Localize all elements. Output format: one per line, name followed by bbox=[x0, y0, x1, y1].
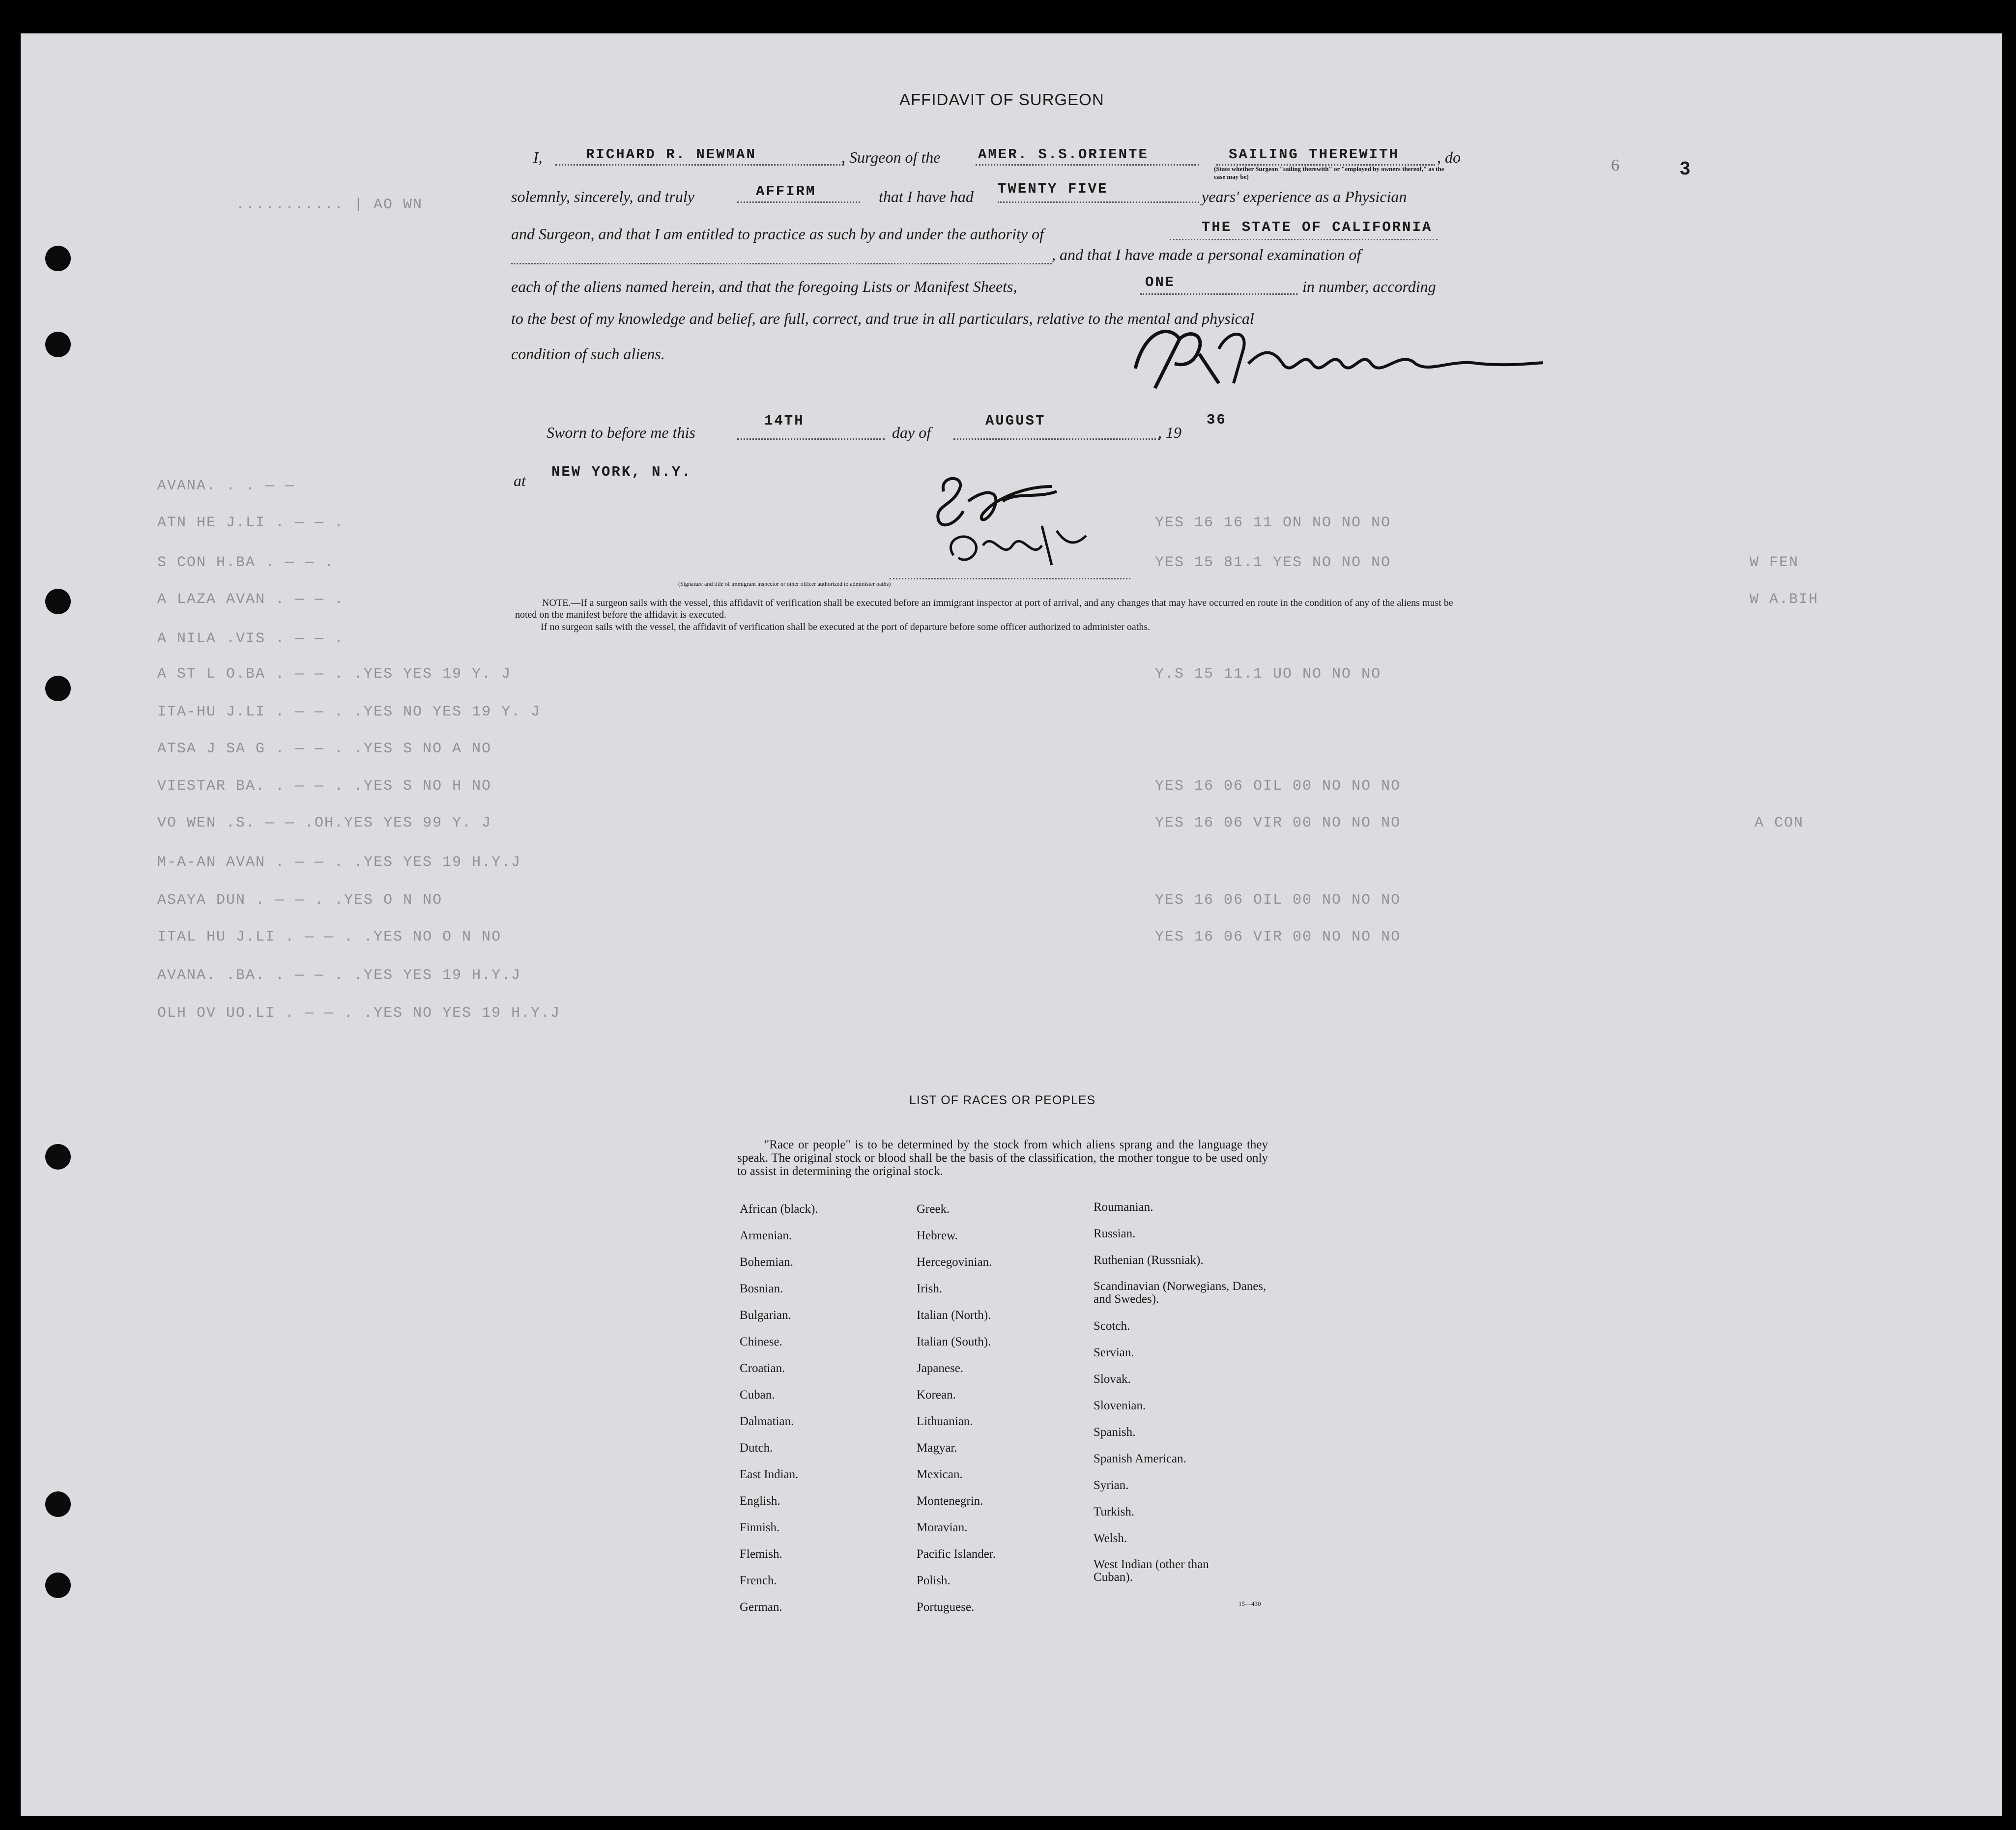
races-column-2 bbox=[917, 1202, 996, 1627]
sworn-year: 36 bbox=[1207, 412, 1227, 428]
race-item: Ruthenian (Russniak). bbox=[1094, 1254, 1204, 1267]
page-number: 3 bbox=[1680, 158, 1691, 179]
affidavit-text: in number, according bbox=[1302, 278, 1436, 295]
race-item: Hercegovinian. bbox=[917, 1256, 992, 1269]
races-title: LIST OF RACES OR PEOPLES bbox=[909, 1093, 1096, 1107]
authority: THE STATE OF CALIFORNIA bbox=[1202, 219, 1433, 235]
dotted-line bbox=[998, 201, 1199, 203]
race-item: Hebrew. bbox=[917, 1229, 958, 1242]
page-mark: 6 bbox=[1611, 156, 1619, 174]
surgeon-signature bbox=[1125, 319, 1548, 396]
affidavit-text: each of the aliens named herein, and that the foregoing Lists or Manifest Sheets, bbox=[511, 278, 1017, 295]
race-item: Montenegrin. bbox=[917, 1494, 983, 1508]
race-item: Italian (North). bbox=[917, 1309, 991, 1322]
dotted-line bbox=[1140, 293, 1297, 295]
race-item: Slovak. bbox=[1094, 1372, 1131, 1386]
affidavit-title: AFFIDAVIT OF SURGEON bbox=[899, 90, 1104, 109]
sworn-text: at bbox=[514, 472, 526, 489]
vessel-name: AMER. S.S.ORIENTE bbox=[978, 146, 1149, 163]
race-item: Polish. bbox=[917, 1574, 950, 1587]
punch-hole bbox=[45, 332, 71, 357]
dotted-line bbox=[953, 438, 1160, 440]
race-item: Syrian. bbox=[1094, 1479, 1129, 1492]
dotted-line bbox=[890, 578, 1130, 579]
affirm-verb: AFFIRM bbox=[756, 183, 816, 200]
race-item: Russian. bbox=[1094, 1227, 1136, 1240]
race-item: East Indian. bbox=[740, 1468, 799, 1481]
affidavit-text: solemnly, sincerely, and truly bbox=[511, 188, 694, 205]
race-item: Flemish. bbox=[740, 1547, 782, 1561]
race-item: Roumanian. bbox=[1094, 1201, 1153, 1214]
race-item: Dalmatian. bbox=[740, 1415, 794, 1428]
race-item: Welsh. bbox=[1094, 1532, 1127, 1545]
dotted-line bbox=[976, 164, 1199, 166]
affidavit-text: , Surgeon of the bbox=[841, 148, 941, 166]
race-item: Irish. bbox=[917, 1282, 943, 1295]
affidavit-text: I, bbox=[533, 148, 543, 166]
race-item: Scotch. bbox=[1094, 1319, 1130, 1333]
sworn-place: NEW YORK, N.Y. bbox=[551, 464, 692, 480]
sworn-month: AUGUST bbox=[985, 413, 1046, 429]
race-item: Lithuanian. bbox=[917, 1415, 973, 1428]
race-item: Moravian. bbox=[917, 1521, 968, 1534]
dotted-line bbox=[737, 201, 860, 203]
sworn-day: 14TH bbox=[764, 413, 805, 429]
affidavit-text: that I have had bbox=[879, 188, 974, 205]
race-item: Scandinavian (Norwegians, Danes, and Swedes). bbox=[1094, 1280, 1267, 1306]
dotted-line bbox=[737, 438, 885, 440]
years-experience: TWENTY FIVE bbox=[998, 181, 1108, 197]
race-item: Turkish. bbox=[1094, 1505, 1135, 1518]
race-item: Italian (South). bbox=[917, 1335, 991, 1348]
race-item: French. bbox=[740, 1574, 777, 1587]
affidavit-note: NOTE.—If a surgeon sails with the vessel, this affidavit of verification shall be executed before an immigrant inspector at port of arrival, and any changes that may have occurred en route in the condition of any of the aliens must be noted on the manifest before the affidavit is executed. bbox=[515, 598, 1453, 620]
race-item: English. bbox=[740, 1494, 780, 1508]
affidavit-note: If no surgeon sails with the vessel, the affidavit of verification shall be executed at the port of departure before some officer authorized to administer oaths. bbox=[541, 622, 1151, 632]
sworn-text: Sworn to before me this bbox=[547, 424, 695, 441]
punch-hole bbox=[45, 246, 71, 271]
form-number: 15—430 bbox=[1238, 1600, 1261, 1607]
race-item: Portuguese. bbox=[917, 1601, 975, 1614]
race-item: Bohemian. bbox=[740, 1256, 794, 1269]
inspector-signature bbox=[929, 472, 1140, 587]
sworn-text: day of bbox=[892, 424, 931, 441]
race-item: West Indian (other than Cuban). bbox=[1094, 1558, 1209, 1584]
race-item: Bulgarian. bbox=[740, 1309, 791, 1322]
race-item: Servian. bbox=[1094, 1346, 1134, 1359]
races-column-3 bbox=[1094, 1201, 1270, 1588]
punch-hole bbox=[45, 1144, 71, 1170]
race-item: Mexican. bbox=[917, 1468, 963, 1481]
surgeon-name: RICHARD R. NEWMAN bbox=[586, 146, 756, 163]
race-item: Spanish. bbox=[1094, 1426, 1136, 1439]
surgeon-status: SAILING THEREWITH bbox=[1229, 146, 1399, 163]
punch-hole bbox=[45, 1491, 71, 1517]
race-item: Croatian. bbox=[740, 1362, 785, 1375]
inspector-caption: (Signature and title of immigrant inspector or other officer authorized to administer oaths) bbox=[678, 580, 891, 587]
race-item: African (black). bbox=[740, 1202, 818, 1216]
race-item: German. bbox=[740, 1601, 782, 1614]
punch-hole bbox=[45, 589, 71, 614]
dotted-line bbox=[511, 263, 1052, 264]
affidavit-text: condition of such aliens. bbox=[511, 345, 665, 363]
sworn-text: , 19 bbox=[1158, 424, 1181, 441]
race-item: Dutch. bbox=[740, 1441, 773, 1455]
race-item: Japanese. bbox=[917, 1362, 964, 1375]
race-item: Slovenian. bbox=[1094, 1399, 1146, 1412]
affidavit-text: , do bbox=[1437, 148, 1461, 166]
punch-hole bbox=[45, 676, 71, 701]
race-item: Cuban. bbox=[740, 1388, 775, 1401]
dotted-line bbox=[1170, 239, 1438, 240]
races-intro: "Race or people" is to be determined by the stock from which aliens sprang and the language they speak. The original stock or blood shall be the basis of the classification, the mother tongue to be used only to assist in determining the original stock. bbox=[737, 1138, 1268, 1178]
race-item: Spanish American. bbox=[1094, 1452, 1186, 1465]
affidavit-text: and Surgeon, and that I am entitled to practice as such by and under the authority of bbox=[511, 225, 1044, 243]
punch-hole bbox=[45, 1573, 71, 1598]
affidavit-text: , and that I have made a personal examination of bbox=[1052, 246, 1361, 263]
race-item: Greek. bbox=[917, 1202, 950, 1216]
race-item: Magyar. bbox=[917, 1441, 957, 1455]
sheet-count: ONE bbox=[1145, 274, 1176, 290]
race-item: Armenian. bbox=[740, 1229, 792, 1242]
affidavit-text: years' experience as a Physician bbox=[1202, 188, 1407, 205]
race-item: Bosnian. bbox=[740, 1282, 783, 1295]
race-item: Korean. bbox=[917, 1388, 956, 1401]
affidavit-text: to the best of my knowledge and belief, are full, correct, and true in all particulars, relative to the mental and physical bbox=[511, 310, 1254, 327]
status-note: (State whether Surgeon "sailing therewith" or "employed by owners thereof," as the case may be) bbox=[1214, 165, 1444, 180]
races-column-1 bbox=[740, 1202, 818, 1627]
race-item: Finnish. bbox=[740, 1521, 780, 1534]
document-page bbox=[21, 33, 2002, 1816]
race-item: Chinese. bbox=[740, 1335, 782, 1348]
dotted-line bbox=[555, 164, 844, 166]
race-item: Pacific Islander. bbox=[917, 1547, 996, 1561]
